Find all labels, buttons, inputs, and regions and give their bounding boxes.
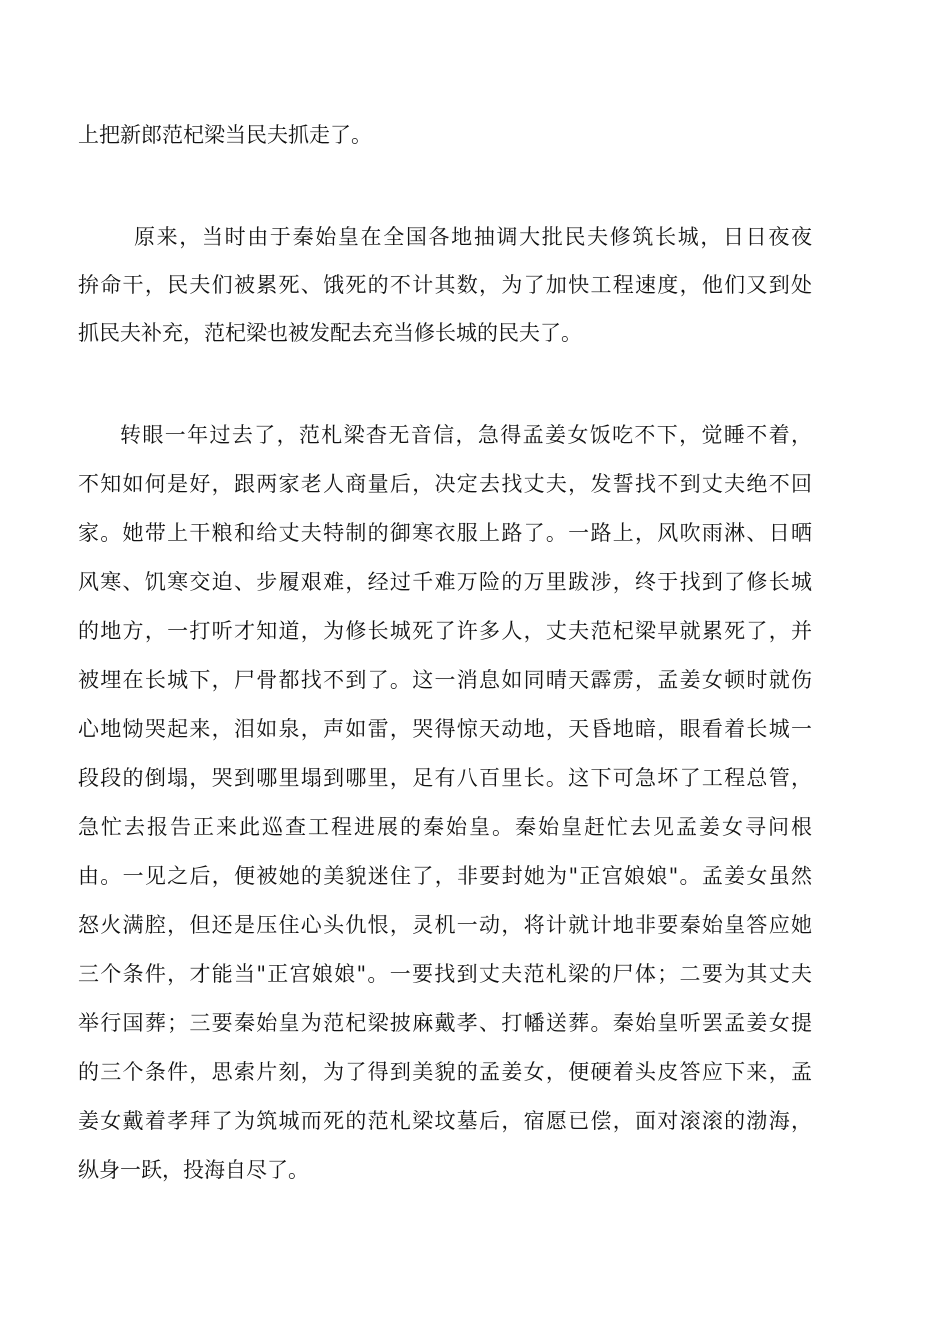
- paragraph-3-line-4: 风寒、饥寒交迫、步履艰难，经过千难万险的万里跋涉，终于找到了修长城: [78, 570, 812, 594]
- paragraph-2-line-2: 拚命干，民夫们被累死、饿死的不计其数，为了加快工程速度，他们又到处: [78, 273, 812, 297]
- paragraph-3-line-16: 纵身一跃，投海自尽了。: [78, 1158, 309, 1182]
- paragraph-3-line-6: 被埋在长城下，尸骨都找不到了。这一消息如同晴天霹雳，孟姜女顿时就伤: [78, 668, 812, 692]
- paragraph-3-line-13: 举行国葬；三要秦始皇为范杞梁披麻戴孝、打幡送葬。秦始皇听罢孟姜女提: [78, 1011, 812, 1035]
- paragraph-3-line-2: 不知如何是好，跟两家老人商量后，决定去找丈夫，发誓找不到丈夫绝不回: [78, 472, 812, 496]
- paragraph-3-line-15: 姜女戴着孝拜了为筑城而死的范札梁坟墓后，宿愿已偿，面对滚滚的渤海，: [78, 1109, 812, 1133]
- paragraph-3-line-5: 的地方，一打听才知道，为修长城死了许多人，丈夫范杞梁早就累死了，并: [78, 619, 812, 643]
- paragraph-3-line-3: 家。她带上干粮和给丈夫特制的御寒衣服上路了。一路上，风吹雨淋、日晒: [78, 521, 812, 545]
- paragraph-3-line-14: 的三个条件，思索片刻，为了得到美貌的孟姜女，便硬着头皮答应下来，孟: [78, 1060, 812, 1084]
- paragraph-3-line-8: 段段的倒塌，哭到哪里塌到哪里，足有八百里长。这下可急坏了工程总管，: [78, 766, 812, 790]
- paragraph-2-line-3: 抓民夫补充，范杞梁也被发配去充当修长城的民夫了。: [78, 321, 582, 345]
- paragraph-3-line-9: 急忙去报告正来此巡查工程进展的秦始皇。秦始皇赶忙去见孟姜女寻问根: [78, 815, 812, 839]
- paragraph-3-line-12: 三个条件，才能当"正宫娘娘"。一要找到丈夫范札梁的尸体；二要为其丈夫: [78, 962, 812, 986]
- paragraph-3-line-11: 怒火满腔，但还是压住心头仇恨，灵机一动，将计就计地非要秦始皇答应她: [78, 913, 812, 937]
- paragraph-2-line-1: 原来，当时由于秦始皇在全国各地抽调大批民夫修筑长城，日日夜夜: [134, 225, 812, 249]
- paragraph-3-line-1: 转眼一年过去了，范札梁杳无音信，急得孟姜女饭吃不下，觉睡不着，: [120, 423, 812, 447]
- paragraph-3-line-10: 由。一见之后，便被她的美貌迷住了，非要封她为"正宫娘娘"。孟姜女虽然: [78, 864, 812, 888]
- paragraph-3-line-7: 心地恸哭起来，泪如泉，声如雷，哭得惊天动地，天昏地暗，眼看着长城一: [78, 717, 812, 741]
- paragraph-1-line-1: 上把新郎范杞梁当民夫抓走了。: [78, 123, 372, 147]
